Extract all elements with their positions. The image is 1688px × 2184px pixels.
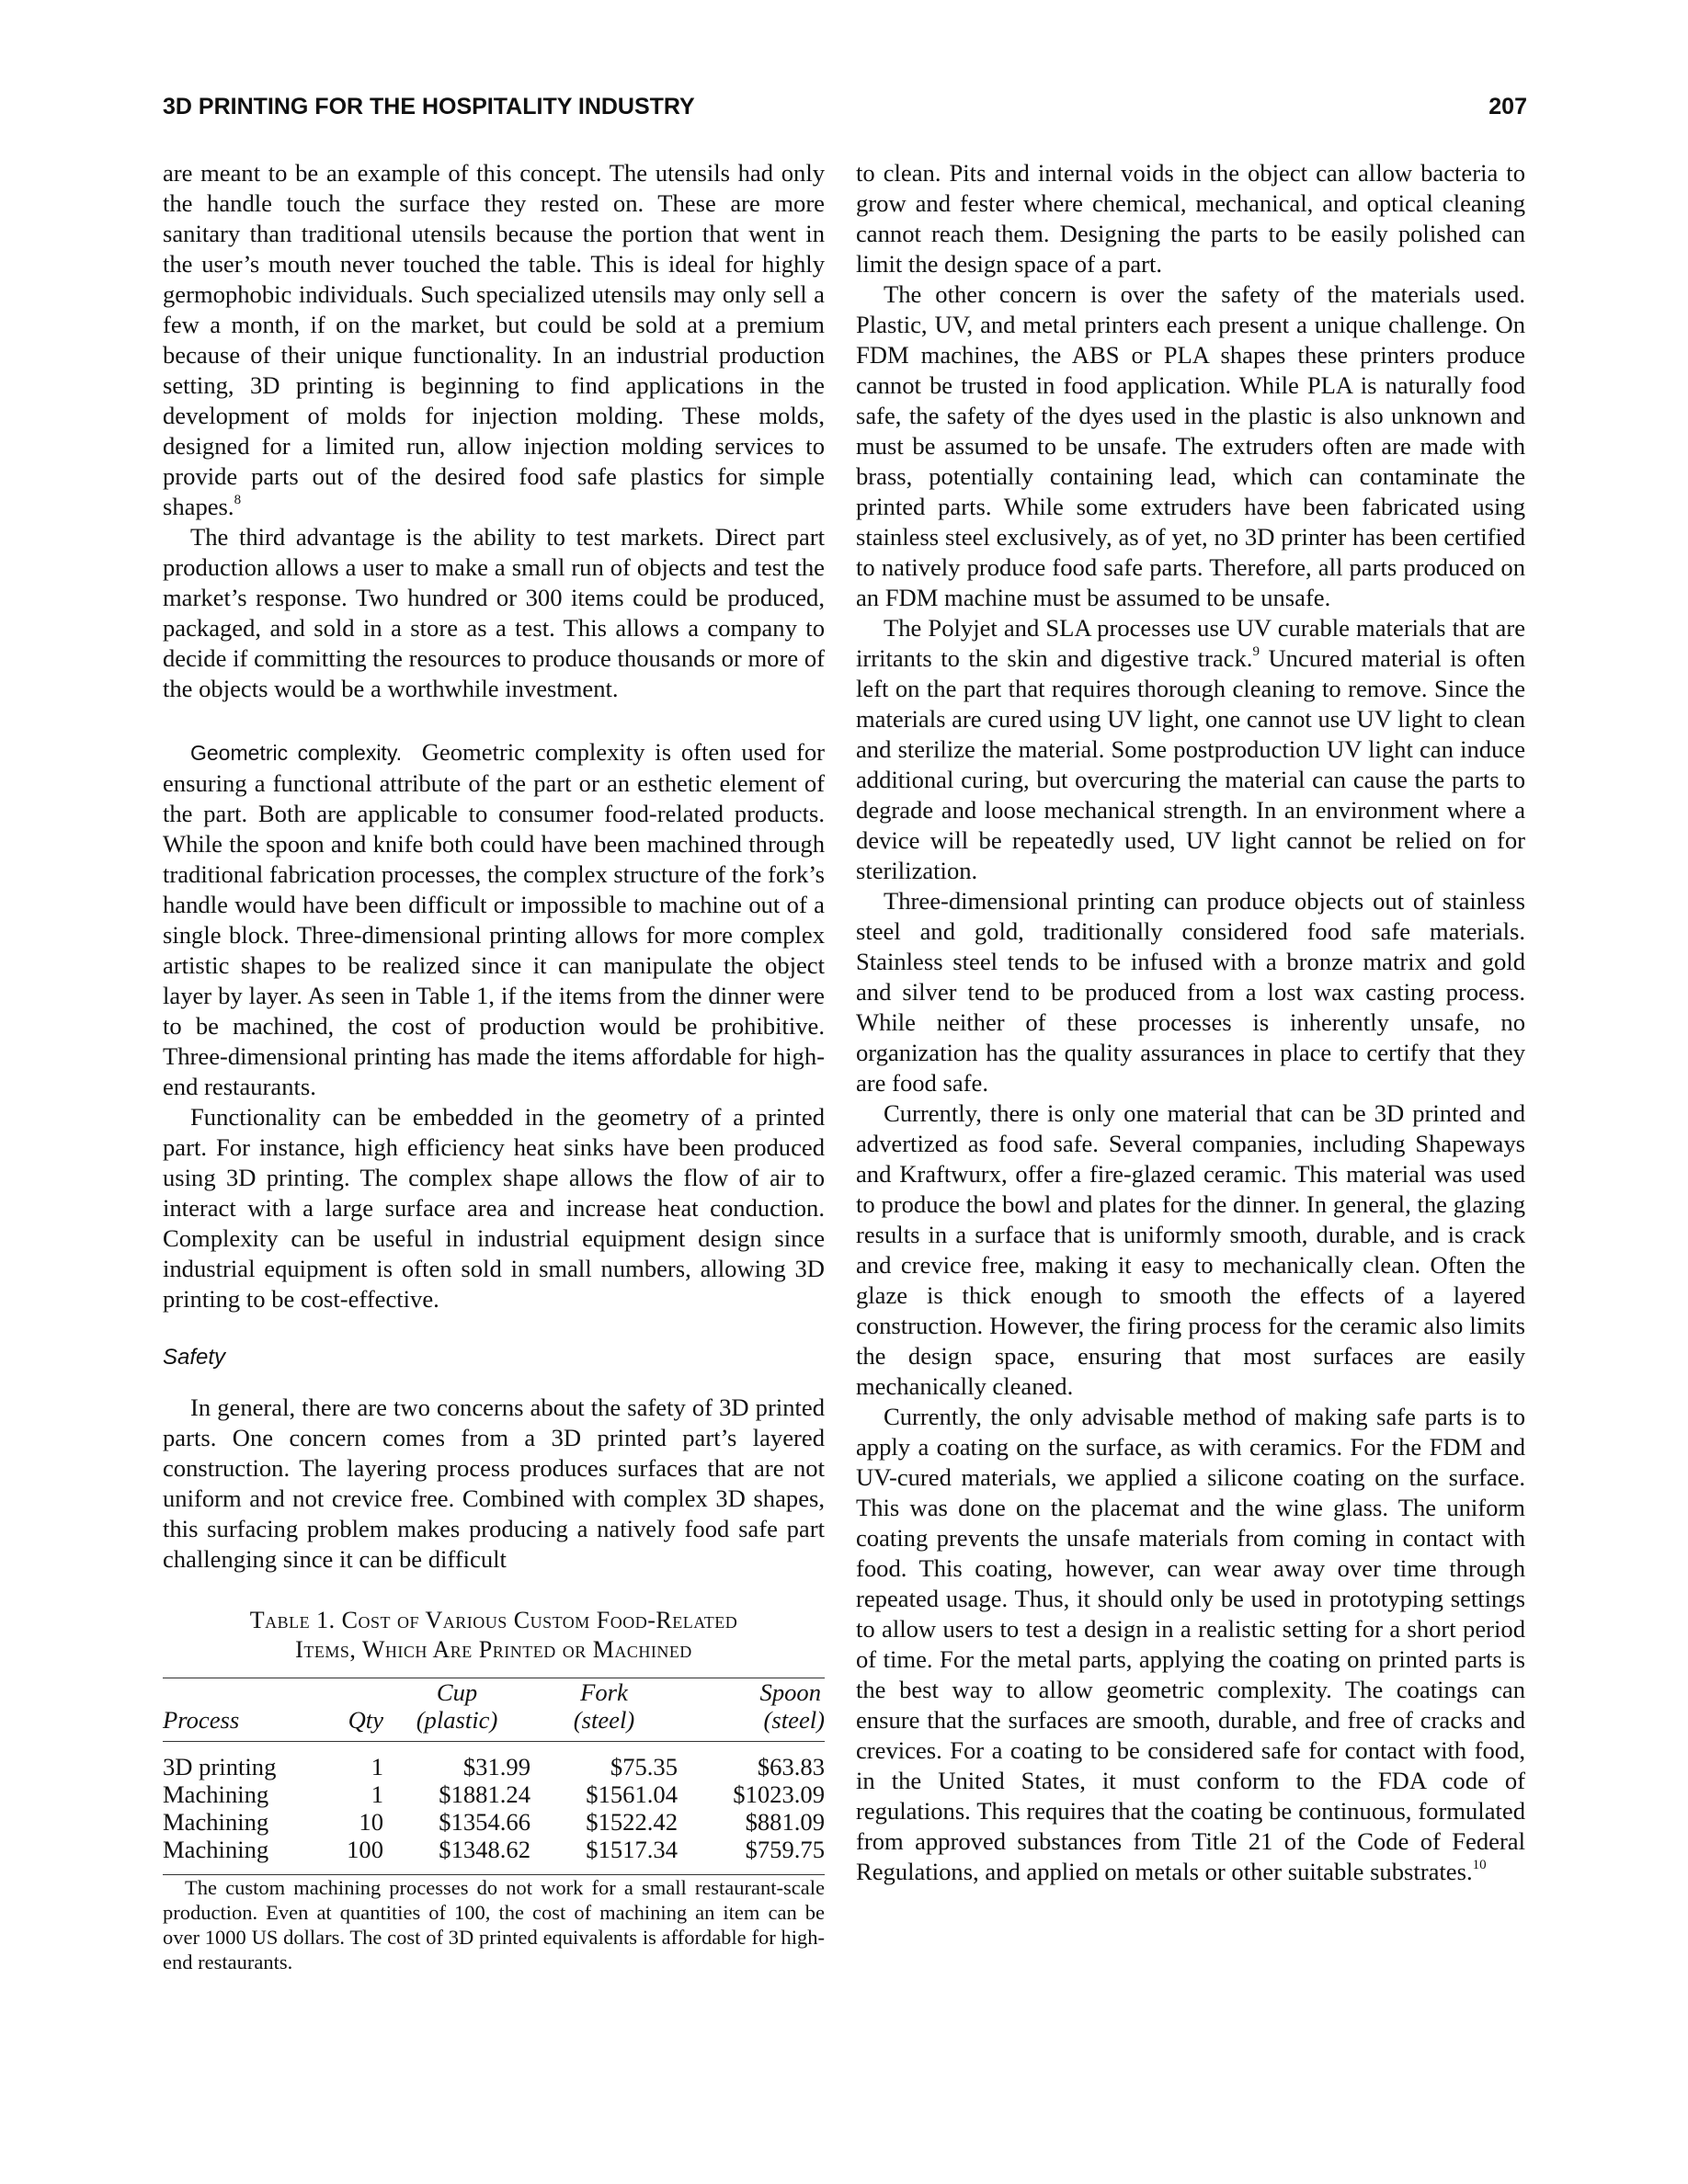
paragraph: Currently, the only advisable method of making safe parts is to apply a coating on the surface, as with ceramics. For the FDM and UV-cured materials, we applied a silicone coating on the surface. This was done on the placemat and the wine glass. The uniform coating prevents the unsafe materials from coming in contact with food. This coating, however, can wear away over time through repeated usage. Thus, it should only be used in prototyping settings to allow users to test a design in a realistic setting for a short period of time. For the metal parts, applying the coating on printed parts is the best way to allow geometric complexity. The coatings can ensure that the surfaces are smooth, durable, and free of cracks and crevices. For a coating to be considered safe for contact with food, in the United States, it must conform to the FDA code of regulations. This requires that the coating be continuous, formulated from approved substances from Title 21 of the Code of Federal Regulations, and applied on metals or other suitable substrates.$^{10}$ bbox=[856, 1403, 1525, 1885]
paragraph: Geometric complexity. Geometric complexity is often used for ensuring a functional attribute of the part or an esthetic element of the part. Both are applicable to consumer food-related products. While the spoon and knife both could have been machined through traditional fabrication processes, the complex structure of the fork’s handle would have been difficult or impossible to machine out of a single block. Three-dimensional printing allows for more complex artistic shapes to be realized since it can manipulate the object layer by layer. As seen in Table 1, if the items from the dinner were to be machined, the cost of production would be prohibitive. Three-dimensional printing has made the items affordable for high-end restaurants. bbox=[163, 738, 826, 1100]
column-header: Cup bbox=[436, 1678, 478, 1706]
column-header: (steel) bbox=[678, 1706, 825, 1742]
paragraph: Functionality can be embedded in the geometry of a printed part. For instance, high efficiency heat sinks have been produced using 3D printing. The complex shape allows the flow of air to interact with a large surface area and increase heat conduction. Complexity can be useful in industrial equipment design since industrial equipment is often sold in small numbers, allowing 3D printing to be cost-effective. bbox=[163, 1103, 825, 1313]
paragraph: The Polyjet and SLA processes use UV curable materials that are irritants to the skin and digestive track.$^9$ Uncured material is often left on the part that requires thorough cleaning to remove. Since the materials are cured using UV light, one cannot use UV light to clean and sterilize the material. Some postproduction UV light can induce additional curing, but overcuring the material can cause the parts to degrade and loose mechanical strength. In an environment where a device will be repeatedly used, UV light cannot be relied on for sterilization. bbox=[856, 614, 1525, 884]
paragraph: are meant to be an example of this concept. The utensils had only the handle touch the surface they rested on. These are more sanitary than traditional utensils because the portion that went in the user’s mouth never touched the table. This is ideal for highly germophobic individuals. Such specialized utensils may only sell a few a month, if on the market, but could be sold at a premium because of their unique functionality. In an industrial production setting, 3D printing is beginning to find applications in the development of molds for injection molding. These molds, designed for a limited run, allow injection molding services to provide parts out of the desired food safe plastics for simple shapes.$^8$ bbox=[163, 159, 825, 520]
paragraph: to clean. Pits and internal voids in the object can allow bacteria to grow and fester where chemical, mechanical, and optical cleaning cannot reach them. Designing the parts to be easily polished can limit the design space of a part. bbox=[856, 159, 1525, 278]
left-column bbox=[163, 158, 825, 1974]
right-column bbox=[856, 158, 1525, 1887]
table-row: Machining 10 $1354.66 $1522.42 $881.09 bbox=[163, 1808, 825, 1836]
table-1 bbox=[163, 1606, 825, 1974]
column-header: Fork bbox=[580, 1678, 628, 1706]
column-header: Process bbox=[163, 1706, 319, 1742]
reference-marker: 9 bbox=[1252, 644, 1260, 660]
paragraph: The third advantage is the ability to test markets. Direct part production allows a user to make a small run of objects and test the market’s response. Two hundred or 300 items could be produced, packaged, and sold in a store as a test. This allows a company to decide if committing the resources to produce thousands or more of the objects would be a worthwhile investment. bbox=[163, 523, 825, 702]
reference-marker: 8 bbox=[234, 493, 242, 508]
table-footnote: The custom machining processes do not work for a small restaurant-scale production. Even at quantities of 100, the cost of machining an item can be over 1000 US dollars. The cost of 3D printed equivalents is affordable for high-end restaurants. bbox=[163, 1876, 825, 1974]
page-number: 207 bbox=[1488, 94, 1527, 119]
section-runin-heading: Geometric complexity. bbox=[190, 741, 403, 765]
table-row: Machining 100 $1348.62 $1517.34 $759.75 bbox=[163, 1836, 825, 1875]
table-row: 3D printing 1 $31.99 $75.35 $63.83 bbox=[163, 1753, 825, 1780]
table-caption: Table 1. Cost of Various Custom Food-Related Items, Which Are Printed or Machined bbox=[249, 1607, 738, 1663]
section-heading: Safety bbox=[163, 1345, 226, 1370]
paragraph: The other concern is over the safety of the materials used. Plastic, UV, and metal printers each present a unique challenge. On FDM machines, the ABS or PLA shapes these printers produce cannot be trusted in food application. While PLA is naturally food safe, the safety of the dyes used in the plastic is also unknown and must be assumed to be unsafe. The extruders often are made with brass, potentially containing lead, which can contaminate the printed parts. While some extruders have been fabricated using stainless steel exclusively, as of yet, no 3D printer has been certified to natively produce food safe parts. Therefore, all parts produced on an FDM machine must be assumed to be unsafe. bbox=[856, 280, 1525, 611]
reference-marker: 10 bbox=[1472, 1858, 1487, 1873]
column-header: (plastic) bbox=[383, 1706, 530, 1742]
paragraph: Three-dimensional printing can produce objects out of stainless steel and gold, traditionally considered food safe materials. Stainless steel tends to be infused with a bronze matrix and gold and silver tend to be produced from a lost wax casting process. While neither of these processes is inherently unsafe, no organization has the quality assurances in place to certify that they are food safe. bbox=[856, 887, 1525, 1097]
paragraph: Currently, there is only one material that can be 3D printed and advertized as food safe. Several companies, including Shapeways and Kraftwurx, offer a fire-glazed ceramic. This material was used to produce the bowl and plates for the dinner. In general, the glazing results in a surface that is uniformly smooth, durable, and is crack and crevice free, making it easy to mechanically clean. Often the glaze is thick enough to smooth the effects of a layered construction. However, the firing process for the ceramic also limits the design space, ensuring that most surfaces are easily mechanically cleaned. bbox=[856, 1099, 1525, 1400]
cost-table bbox=[163, 1678, 825, 1875]
table-row: Machining 1 $1881.24 $1561.04 $1023.09 bbox=[163, 1780, 825, 1808]
paragraph: In general, there are two concerns about the safety of 3D printed parts. One concern comes from a 3D printed part’s layered construction. The layering process produces surfaces that are not uniform and not crevice free. Combined with complex 3D shapes, this surfacing problem makes producing a natively food safe part challenging since it can be difficult bbox=[163, 1393, 825, 1573]
column-header: (steel) bbox=[530, 1706, 678, 1742]
running-head-title: 3D PRINTING FOR THE HOSPITALITY INDUSTRY bbox=[163, 94, 695, 119]
column-header: Qty bbox=[319, 1706, 383, 1742]
column-header: Spoon bbox=[759, 1678, 821, 1706]
running-head bbox=[163, 94, 1527, 131]
